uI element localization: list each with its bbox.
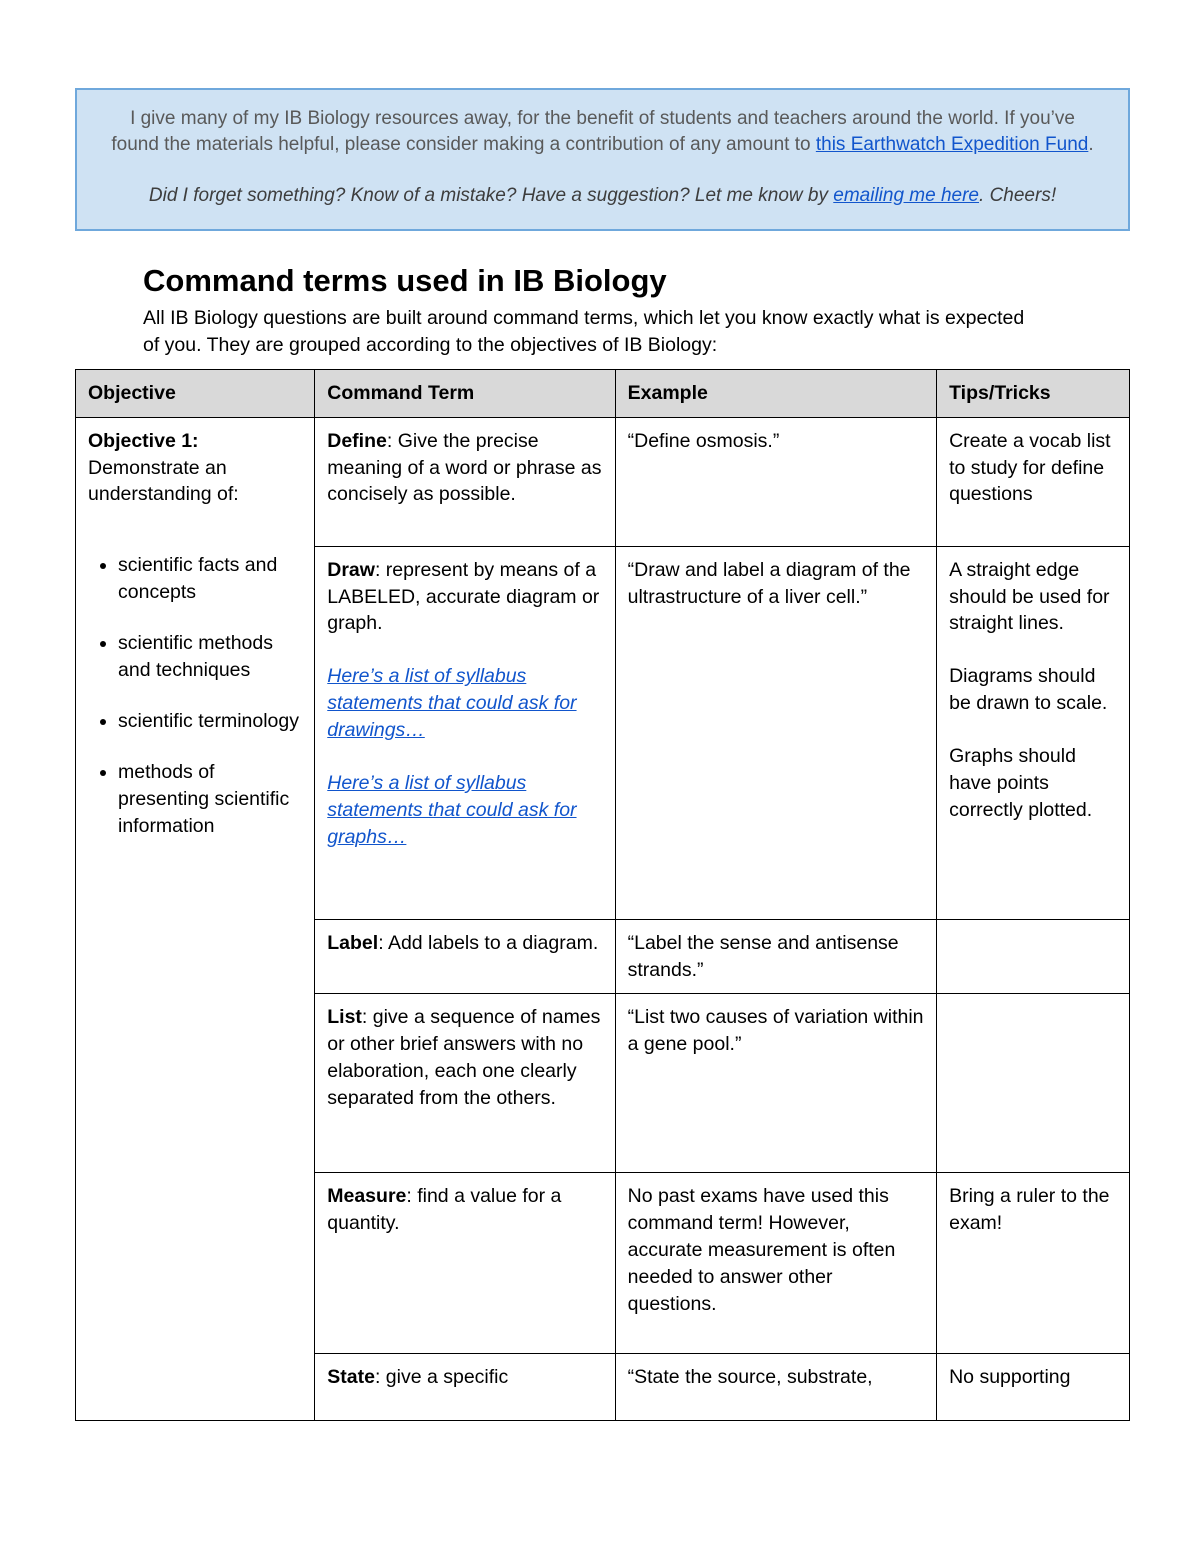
syllabus-graphs-link[interactable]: Here’s a list of syllabus statements that could ask for graphs… — [327, 772, 577, 848]
header-tips-tricks: Tips/Tricks — [937, 369, 1130, 417]
header-command-term: Command Term — [315, 369, 615, 417]
notice-line2-end: . Cheers! — [979, 185, 1057, 207]
term-cell-draw — [315, 546, 615, 919]
example-cell-draw — [615, 546, 936, 919]
earthwatch-fund-link[interactable]: this Earthwatch Expedition Fund — [815, 133, 1089, 155]
email-link[interactable]: emailing me here — [833, 185, 980, 207]
term-definition: : represent by means of a LABELED, accurate diagram or graph. — [327, 558, 600, 635]
objective-cell — [76, 417, 315, 1421]
tips-cell-list — [937, 994, 1130, 1173]
term-keyword: Define — [327, 429, 387, 452]
example-text: “State the source, substrate, — [627, 1366, 873, 1389]
intro-paragraph: All IB Biology questions are built around command terms, which let you know exactly what is expected of you. They are grouped according to the objectives of IB Biology: — [143, 306, 1025, 356]
term-keyword: Label — [327, 931, 379, 954]
term-keyword: Measure — [327, 1185, 407, 1208]
term-cell-define — [315, 417, 615, 546]
notice-line1-period: . — [1088, 133, 1094, 155]
term-keyword: Draw — [327, 558, 375, 581]
tips-cell-draw — [937, 546, 1130, 919]
page-title: Command terms used in IB Biology — [143, 262, 667, 298]
example-text: “Label the sense and antisense strands.” — [627, 931, 899, 981]
term-definition: : give a specific — [374, 1366, 509, 1389]
term-text — [327, 930, 602, 957]
bullet-item: • scientific terminology — [118, 708, 302, 735]
term-text — [327, 1183, 602, 1237]
tips-text: Bring a ruler to the exam! — [949, 1185, 1110, 1235]
notice-line1-text: I give many of my IB Biology resources away, for the benefit of students and teachers around the world. If you’ve found the materials helpful, please consider making a contribution of any amount to — [111, 108, 1075, 155]
example-text: “List two causes of variation within a gene pool.” — [627, 1006, 924, 1056]
term-cell-label — [315, 919, 615, 994]
tips-cell-state — [937, 1354, 1130, 1421]
term-keyword: List — [327, 1006, 362, 1029]
bullet-item: • scientific methods and techniques — [118, 630, 302, 684]
notice-line2 — [107, 183, 1098, 209]
tips-cell-define — [937, 417, 1130, 546]
example-text: “Draw and label a diagram of the ultrastructure of a liver cell.” — [627, 558, 911, 608]
syllabus-link-paragraph — [327, 663, 602, 744]
table-row-define — [76, 417, 1130, 546]
term-text — [327, 1004, 602, 1112]
notice-line2-text: Did I forget something? Know of a mistake? Have a suggestion? Let me know by — [148, 185, 834, 207]
example-cell-list — [615, 994, 936, 1173]
term-text — [327, 1364, 602, 1391]
tips-text: A straight edge should be used for straight lines. — [949, 558, 1110, 635]
tips-text: Graphs should have points correctly plotted. — [949, 745, 1093, 821]
term-cell-state — [315, 1354, 615, 1421]
bullet-item: • methods of presenting scientific information — [118, 759, 302, 840]
term-definition: : find a value for a quantity. — [327, 1185, 562, 1235]
table-header-row — [76, 369, 1130, 417]
term-text — [327, 428, 602, 509]
syllabus-link-paragraph — [327, 770, 602, 851]
objective-title-text: Objective 1: — [88, 429, 199, 452]
tips-cell-label — [937, 919, 1130, 994]
term-definition: : Add labels to a diagram. — [378, 931, 599, 954]
example-cell-state — [615, 1354, 936, 1421]
objective-title — [88, 428, 302, 455]
example-cell-define — [615, 417, 936, 546]
notice-box — [75, 88, 1130, 231]
tips-text: Diagrams should be drawn to scale. — [949, 665, 1108, 715]
example-cell-measure — [615, 1173, 936, 1354]
syllabus-drawings-link[interactable]: Here’s a list of syllabus statements that could ask for drawings… — [327, 665, 577, 742]
header-example: Example — [615, 369, 936, 417]
example-cell-label — [615, 919, 936, 994]
example-text: “Define osmosis.” — [627, 429, 780, 452]
term-cell-measure — [315, 1173, 615, 1354]
objective-description: Demonstrate an understanding of: — [88, 456, 239, 506]
notice-line1 — [107, 106, 1098, 157]
tips-text: Create a vocab list to study for define questions — [949, 429, 1111, 506]
example-text: No past exams have used this command term! However, accurate measurement is often needed to answer other questions. — [627, 1185, 896, 1316]
command-terms-table — [75, 369, 1130, 1422]
tips-cell-measure — [937, 1173, 1130, 1354]
bullet-item: • scientific facts and concepts — [118, 552, 302, 606]
objective-bullet-list — [88, 552, 302, 839]
term-definition: : give a sequence of names or other brief answers with no elaboration, each one clearly separated from the others. — [327, 1006, 601, 1110]
term-text — [327, 557, 602, 638]
term-definition: : Give the precise meaning of a word or phrase as concisely as possible. — [327, 429, 602, 506]
header-objective: Objective — [76, 369, 315, 417]
term-cell-list — [315, 994, 615, 1173]
term-keyword: State — [327, 1366, 375, 1389]
tips-text: No supporting — [949, 1366, 1071, 1389]
